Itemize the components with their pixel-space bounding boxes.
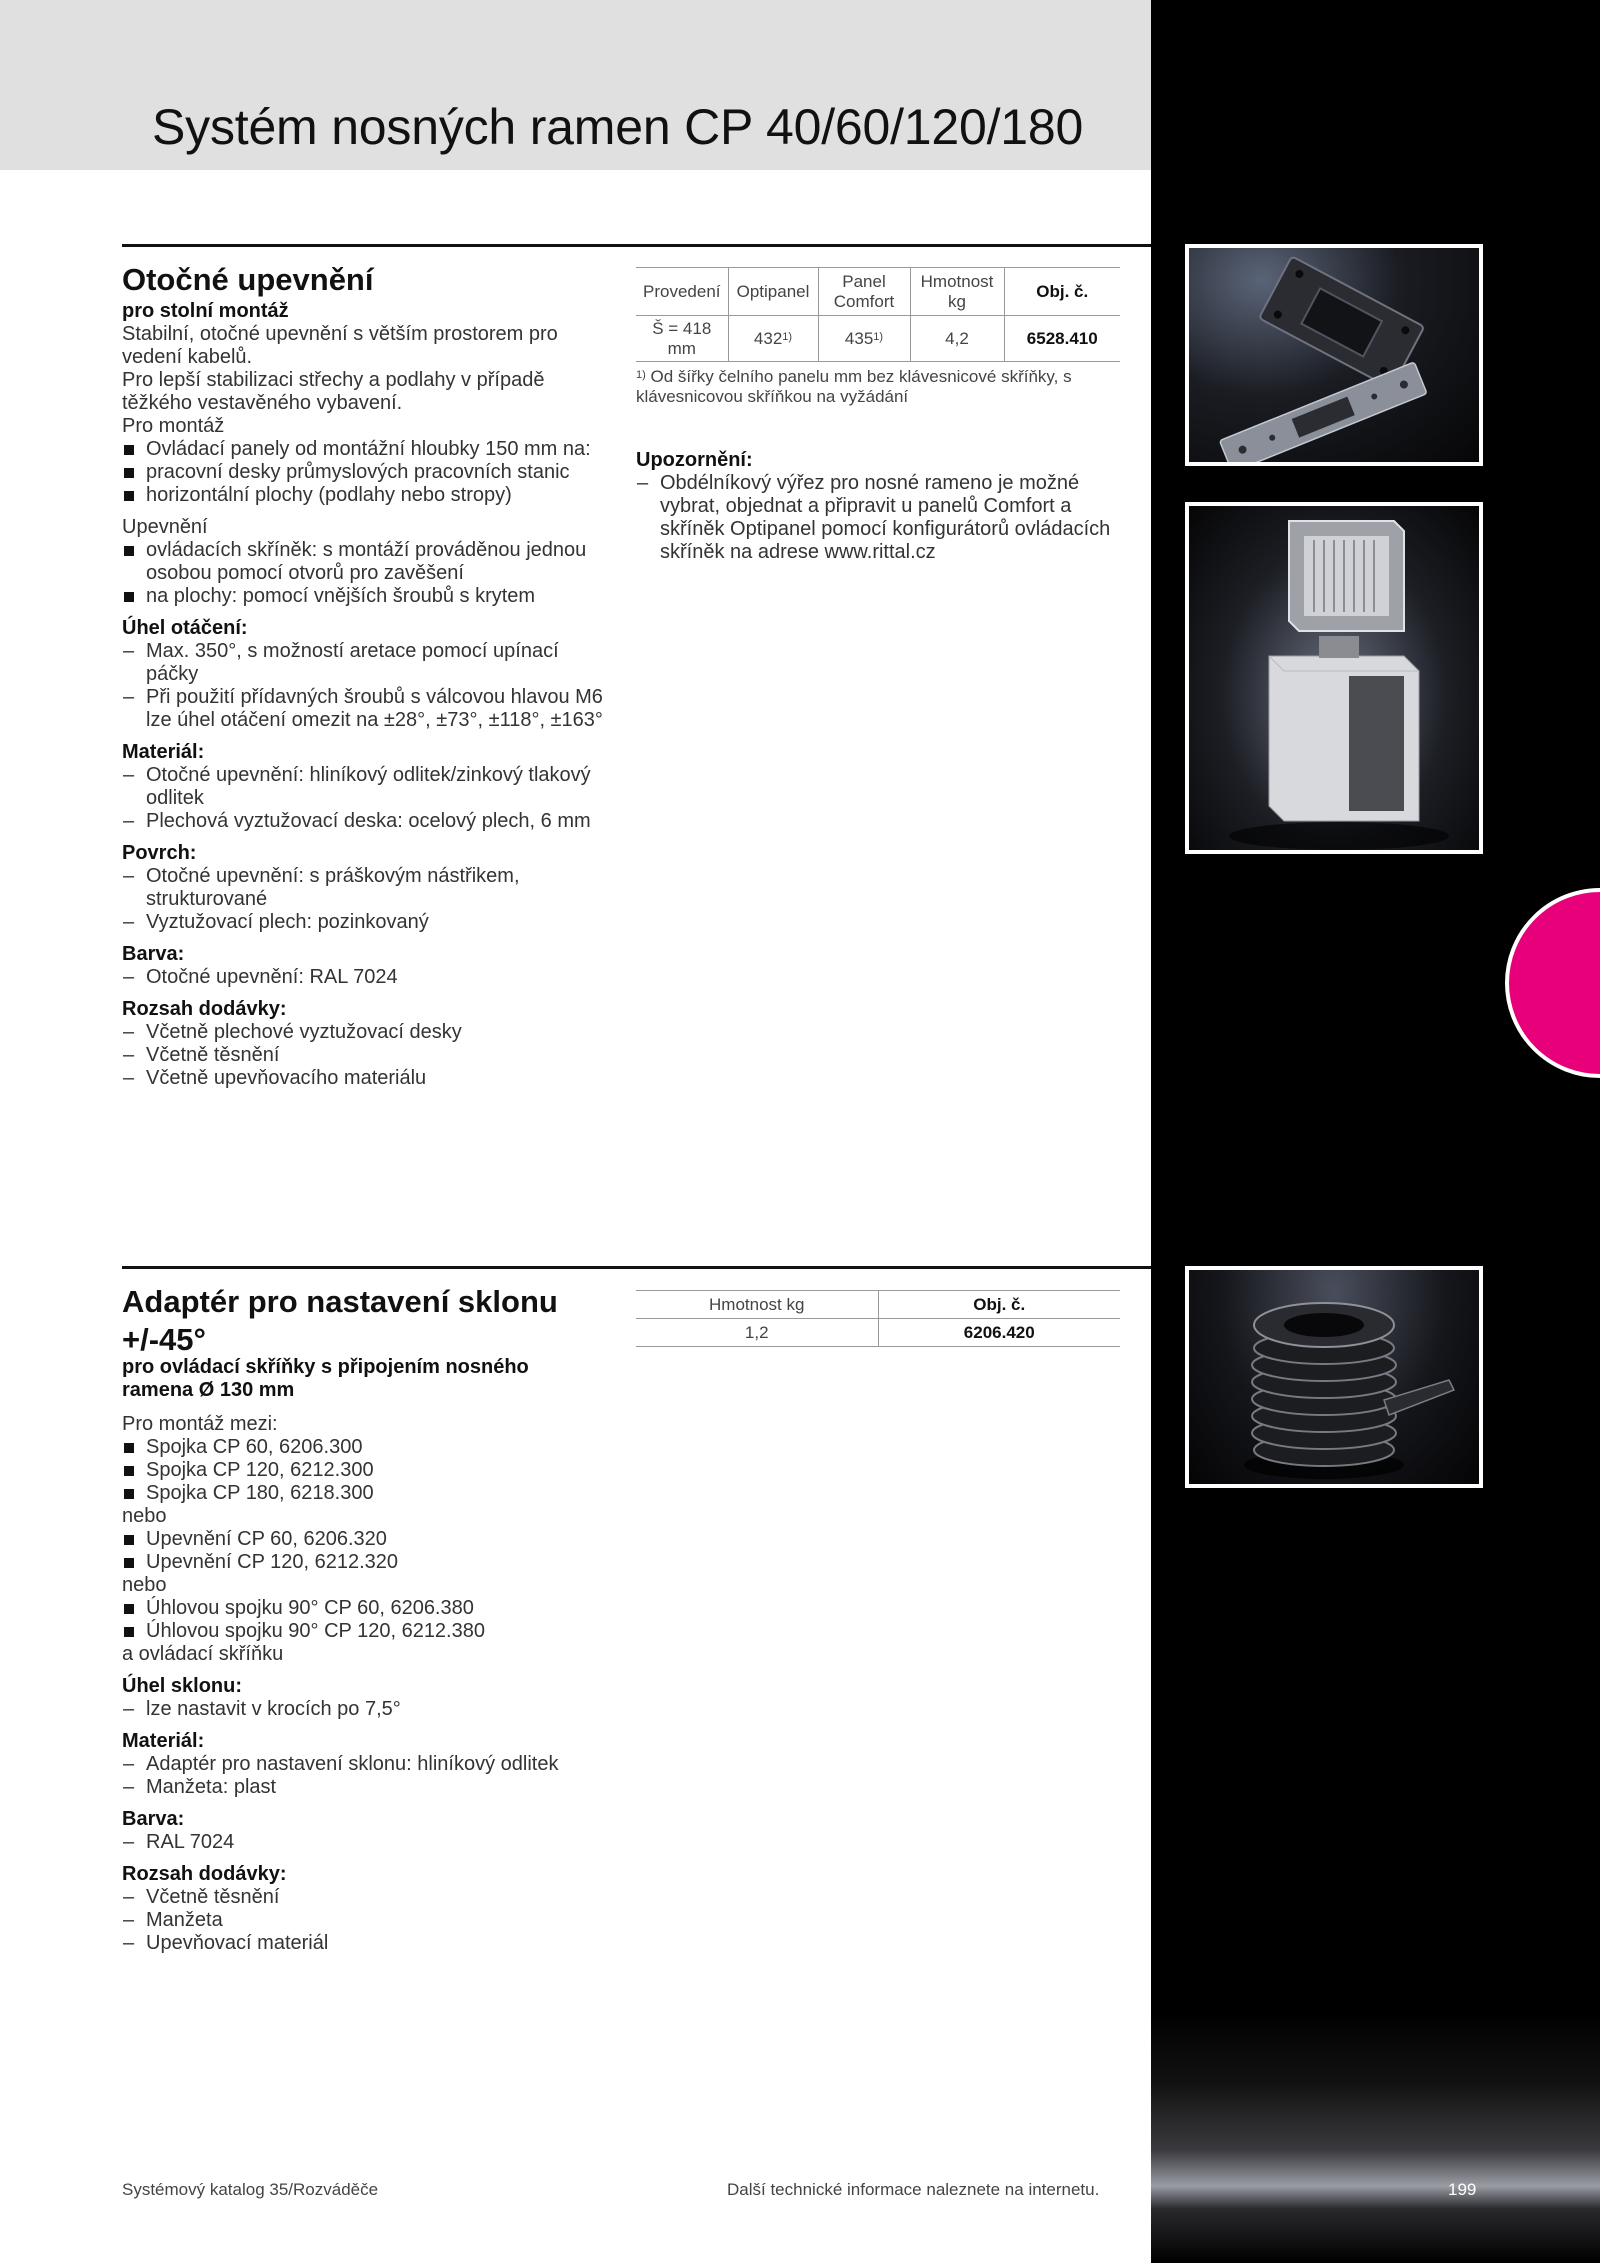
page-number: 199 xyxy=(1448,2180,1477,2199)
section-rule xyxy=(122,1266,1151,1269)
list-item: – Adaptér pro nastavení sklonu: hliníkový odlitek xyxy=(122,1753,612,1776)
list-item: – Upevňovací materiál xyxy=(122,1932,612,1955)
note xyxy=(636,449,1116,564)
list-item: pracovní desky průmyslových pracovních stanic xyxy=(122,461,612,484)
swivel-mount-photo xyxy=(1185,244,1483,466)
list-item: – lze nastavit v krocích po 7,5° xyxy=(122,1698,612,1721)
list-item: – RAL 7024 xyxy=(122,1831,612,1854)
body-line: Stabilní, otočné upevnění s větším prostorem pro xyxy=(122,323,558,345)
body-line: nebo xyxy=(122,1574,167,1596)
table-header: Optipanel xyxy=(728,268,818,316)
footer-info: Další technické informace naleznete na internetu. xyxy=(727,2180,1100,2199)
list-item: Upevnění CP 60, 6206.320 xyxy=(122,1528,612,1551)
subheading: Úhel sklonu: xyxy=(122,1675,243,1697)
subheading: Povrch: xyxy=(122,842,197,864)
footnote: $^{1)}$ Od šířky čelního panelu mm bez klávesnicové skříňky, s klávesnicovou skříňkou na vyžádání xyxy=(636,367,1072,406)
table-header: Obj. č. xyxy=(878,1291,1120,1319)
list-item: – Včetně těsnění xyxy=(122,1044,612,1067)
body-line: vedení kabelů. xyxy=(122,346,253,368)
list-item: Úhlovou spojku 90° CP 60, 6206.380 xyxy=(122,1597,612,1620)
tilt-adapter-photo xyxy=(1185,1266,1483,1488)
footer-catalog: Systémový katalog 35/Rozváděče xyxy=(122,2180,379,2199)
section-subtitle: pro stolní montáž xyxy=(122,300,289,322)
body-line: Pro montáž mezi: xyxy=(122,1413,278,1435)
list-item: ovládacích skříněk: s montáží prováděnou jednou osobou pomocí otvorů pro zavěšení xyxy=(122,539,612,585)
list-item: – Otočné upevnění: RAL 7024 xyxy=(122,966,612,989)
page-title: Systém nosných ramen CP 40/60/120/180 xyxy=(152,99,1084,155)
table-header: Provedení xyxy=(636,268,728,316)
list-item: – Včetně plechové vyztužovací desky xyxy=(122,1021,612,1044)
list-item: – Včetně upevňovacího materiálu xyxy=(122,1067,612,1090)
list-item: – Plechová vyztužovací deska: ocelový plech, 6 mm xyxy=(122,810,612,833)
subheading: Úhel otáčení: xyxy=(122,617,248,639)
list-item: Upevnění CP 120, 6212.320 xyxy=(122,1551,612,1574)
body-line: Upevnění xyxy=(122,516,208,538)
list-item: Ovládací panely od montážní hloubky 150 mm na: xyxy=(122,438,612,461)
list-item: Spojka CP 180, 6218.300 xyxy=(122,1482,612,1505)
list-item: – Otočné upevnění: s práškovým nástřikem, strukturované xyxy=(122,865,612,911)
section2-body xyxy=(122,1413,612,1955)
list-item: Spojka CP 60, 6206.300 xyxy=(122,1436,612,1459)
list-item: – Manžeta xyxy=(122,1909,612,1932)
table-cell: Š = 418 mm xyxy=(636,316,728,362)
body-line: a ovládací skříňku xyxy=(122,1643,284,1665)
table-cell: 6206.420 xyxy=(878,1319,1120,1347)
spec-table xyxy=(636,1290,1120,1347)
list-item: – Při použití přídavných šroubů s válcovou hlavou M6 lze úhel otáčení omezit na ±28°, ±73°, ±118°, ±163° xyxy=(122,686,612,732)
section-rule xyxy=(122,244,1151,247)
list-item: horizontální plochy (podlahy nebo stropy) xyxy=(122,484,612,507)
section-title: Adaptér pro nastavení sklonu +/-45° xyxy=(122,1284,558,1357)
list-item: – Otočné upevnění: hliníkový odlitek/zinkový tlakový odlitek xyxy=(122,764,612,810)
body-line: Pro montáž xyxy=(122,415,225,437)
section1-body xyxy=(122,323,612,1090)
table-header: Hmotnost kg xyxy=(636,1291,878,1319)
body-line: těžkého vestavěného vybavení. xyxy=(122,392,403,414)
table-cell: 1,2 xyxy=(636,1319,878,1347)
section-subtitle: pro ovládací skříňky s připojením nosného ramena Ø 130 mm xyxy=(122,1356,529,1401)
table-header: Panel Comfort xyxy=(818,268,910,316)
table-header: Obj. č. xyxy=(1004,268,1120,316)
list-item: – Vyztužovací plech: pozinkovaný xyxy=(122,911,612,934)
enclosure-on-stand-photo xyxy=(1185,502,1483,854)
list-item: na plochy: pomocí vnějších šroubů s krytem xyxy=(122,585,612,608)
spec-table xyxy=(636,267,1120,362)
list-item: – Max. 350°, s možností aretace pomocí upínací páčky xyxy=(122,640,612,686)
subheading: Barva: xyxy=(122,943,185,965)
table-cell: 435$^{1)}$ xyxy=(818,316,910,362)
list-item: Úhlovou spojku 90° CP 120, 6212.380 xyxy=(122,1620,612,1643)
table-header: Hmotnost kg xyxy=(910,268,1004,316)
subheading: Materiál: xyxy=(122,1730,205,1752)
list-item: – Manžeta: plast xyxy=(122,1776,612,1799)
note-text: – Obdélníkový výřez pro nosné rameno je možné vybrat, objednat a připravit u panelů Comfort a skříněk Optipanel pomocí konfigurátorů ovládacích skříněk na adrese www.rittal.cz xyxy=(636,472,1116,564)
note-heading: Upozornění: xyxy=(636,449,753,471)
list-item: Spojka CP 120, 6212.300 xyxy=(122,1459,612,1482)
subheading: Materiál: xyxy=(122,741,205,763)
subheading: Rozsah dodávky: xyxy=(122,1863,287,1885)
subheading: Barva: xyxy=(122,1808,185,1830)
body-line: Pro lepší stabilizaci střechy a podlahy v případě xyxy=(122,369,545,391)
subheading: Rozsah dodávky: xyxy=(122,998,287,1020)
table-cell: 4,2 xyxy=(910,316,1004,362)
body-line: nebo xyxy=(122,1505,167,1527)
table-cell: 6528.410 xyxy=(1004,316,1120,362)
section-title: Otočné upevnění xyxy=(122,262,374,297)
table-cell: 432$^{1)}$ xyxy=(728,316,818,362)
list-item: – Včetně těsnění xyxy=(122,1886,612,1909)
